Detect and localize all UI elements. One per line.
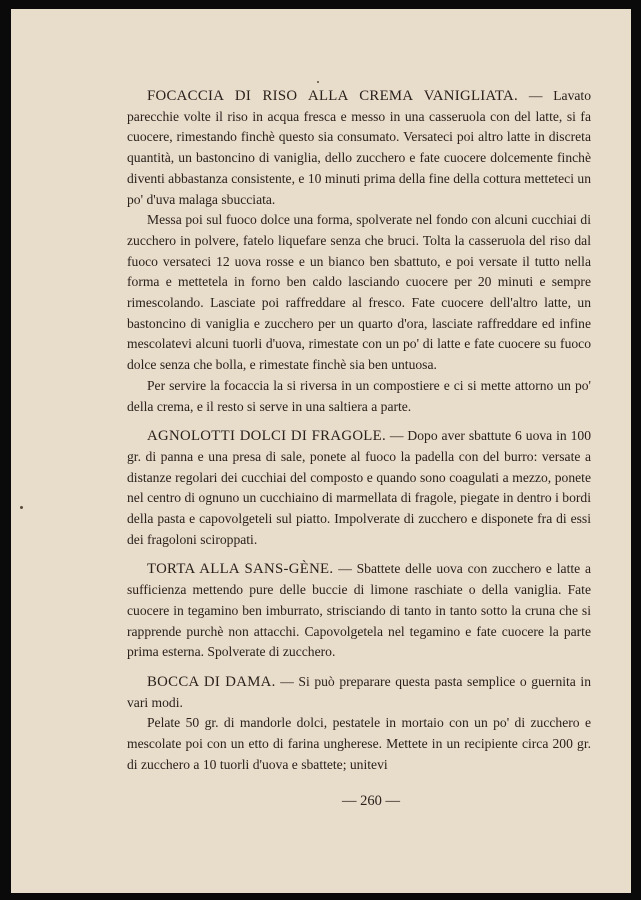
recipe-entry <box>127 672 591 776</box>
recipe-title: FOCACCIA DI RISO ALLA CREMA VANIGLIATA. <box>147 88 519 104</box>
recipe-title: TORTA ALLA SANS-GÈNE. <box>147 561 334 578</box>
recipe-entry <box>127 86 591 417</box>
recipe-text: Sbattete delle uova con zucchero e latte a sufficienza mettendo pure delle buccie di limone raschiate o della vaniglia. Fate cuocere in tegamino ben imburrato, strisciando di tanto in tanto sotto la cruna che si rapprende purchè non attacchi. Capovolgetela nel tegamino e fate cuocere la parte prima esterna. Spolverate di zucchero. <box>127 561 591 660</box>
recipe-paragraph: Pelate 50 gr. di mandorle dolci, pestatele in mortaio con un po' di zucchero e mescolate poi con un etto di farina ungherese. Mettete in un recipiente circa 200 gr. di zucchero a 10 tuorli d'uova e sbattete; unitevi <box>127 715 591 772</box>
title-dash: — <box>385 428 408 444</box>
recipe-paragraph <box>127 672 591 713</box>
page-text <box>127 86 591 785</box>
recipe-entry <box>127 559 591 663</box>
recipe-paragraph: Per servire la focaccia la si riversa in un compostiere e ci si mette attorno un po' della crema, e il resto si serve in una saltiera a parte. <box>127 377 591 414</box>
title-dash: — <box>275 673 299 689</box>
recipe-text: Lavato parecchie volte il riso in acqua fresca e messo in una casseruola con del latte, si fa cuocere, rimestando finchè questo sia consumato. Versateci poi altro latte in discreta quantità, un bastoncino di vaniglia, dello zucchero e fate cuocere dolcemente finchè diventi abbastanza consistente, e 10 minuti prima della fine della cottura metteteci un po' d'uva malaga sbucciata. <box>127 88 591 207</box>
paper-speck <box>317 81 319 83</box>
title-dash: — <box>518 88 554 103</box>
recipe-title: AGNOLOTTI DOLCI DI FRAGOLE. <box>147 428 386 445</box>
recipe-paragraph <box>127 559 591 663</box>
book-page <box>11 9 631 893</box>
page-number: — 260 — <box>342 793 400 809</box>
recipe-text: Si può preparare questa pasta semplice o guernita in vari modi. <box>127 673 591 710</box>
recipe-paragraph <box>127 86 591 210</box>
recipe-paragraph: Messa poi sul fuoco dolce una forma, spolverate nel fondo con alcuni cucchiai di zucchero in polvere, fatelo liquefare senza che bruci. Tolta la casseruola del riso dal fuoco versateci 12 uova rosse e un bianco ben sbattuto, e poi versate il tutto nella forma e mettetela in forno ben caldo lasciando cuocere per 20 minuti e sempre rimescolando. Lasciate poi raffreddare al fresco. Fate cuocere dell'altro latte, un bastoncino di vaniglia e zucchero per un quarto d'ora, lasciate raffreddare ed infine mescolatevi alcuni tuorli d'uova, rimestate con un po' di latte e fate cuocere su fuoco dolce senza che bolla, e rimestate finchè sia ben untuosa. <box>127 212 591 373</box>
recipe-paragraph <box>127 426 591 550</box>
recipe-title: BOCCA DI DAMA. <box>147 673 276 690</box>
recipe-entry <box>127 426 591 550</box>
recipe-text: Dopo aver sbattute 6 uova in 100 gr. di panna e una presa di sale, ponete al fuoco la padella con del burro: versate a distanze regolari dei cucchiai del composto e quando sono coagulati a mezzo, ponete nel centro di ognuno un cucchiaino di marmellata di fragole, piegate in dentro i bordi della pasta e capovolgeteli sul piatto. Impolverate di zucchero e disponete fra di essi dei fragoloni sciroppati. <box>127 428 591 547</box>
paper-speck <box>20 506 23 509</box>
title-dash: — <box>333 561 357 577</box>
